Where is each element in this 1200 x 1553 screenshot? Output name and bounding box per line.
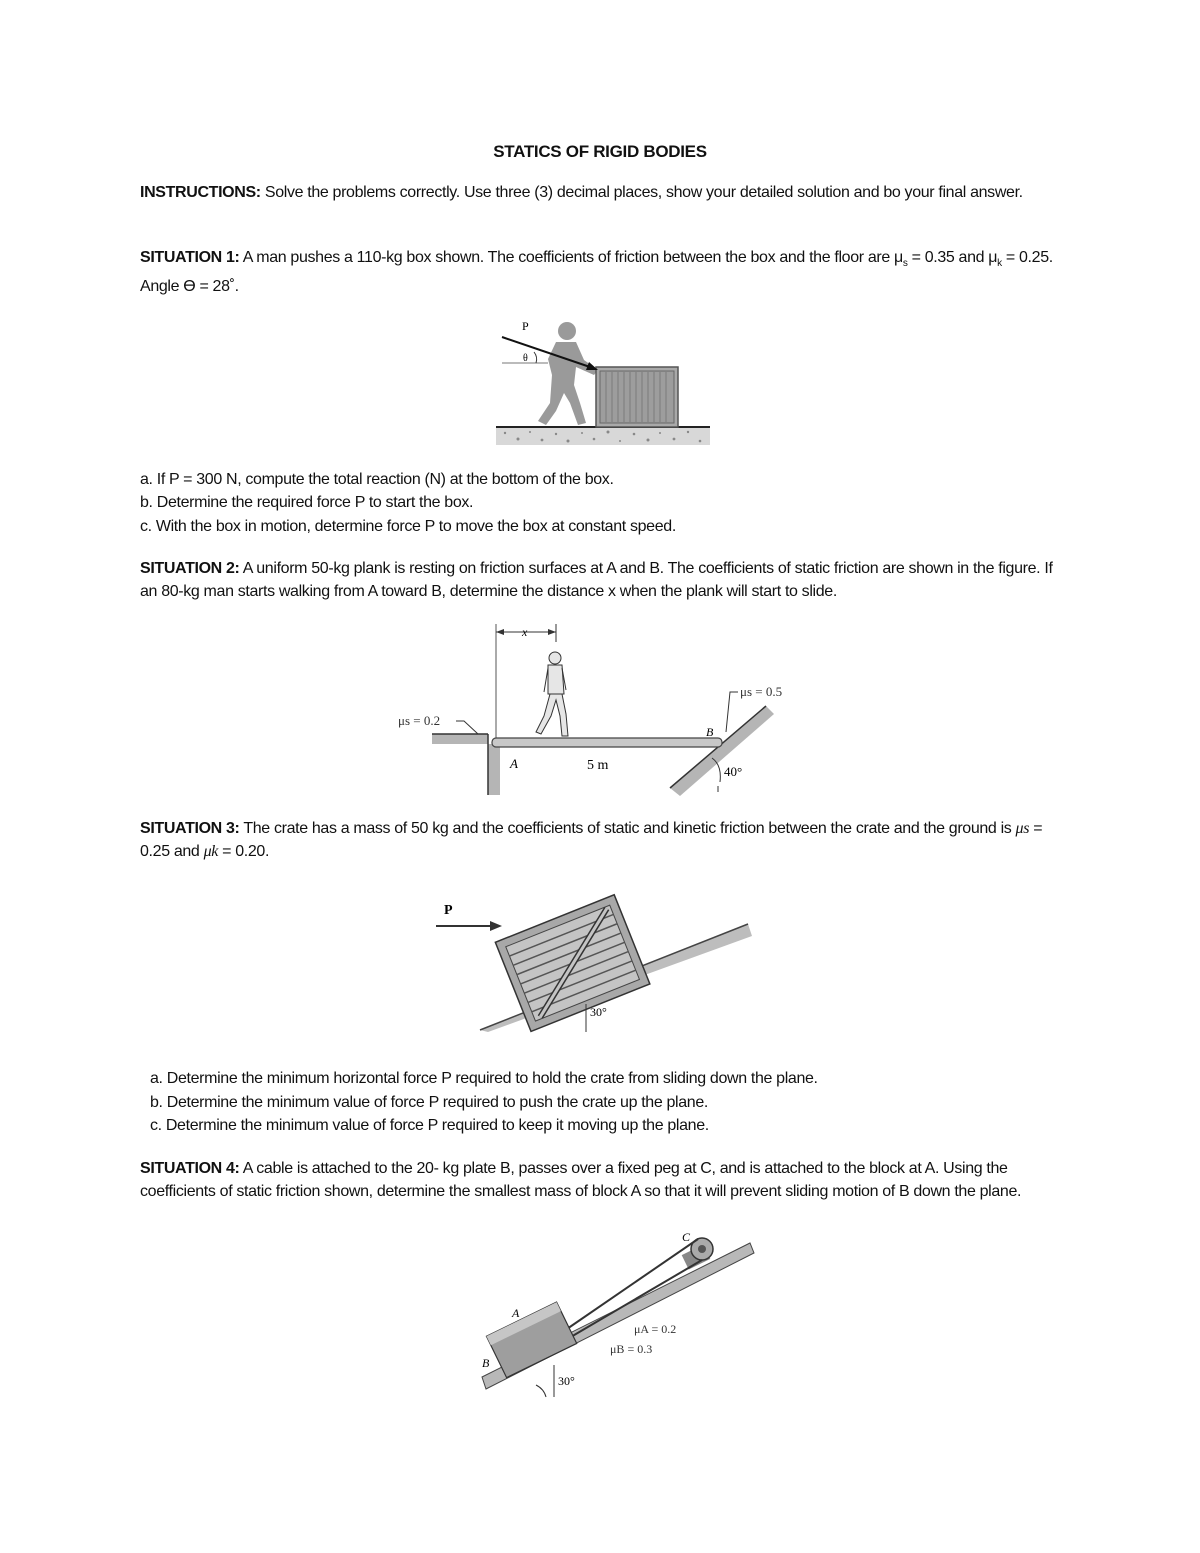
situation2-paragraph	[140, 557, 1055, 603]
label-p: P	[444, 903, 453, 918]
situation4-paragraph	[140, 1157, 1055, 1203]
figure-crate-on-incline	[430, 880, 760, 1040]
situation1-question-b: b. Determine the required force P to start the box.	[140, 494, 474, 511]
label-angle: 30°	[558, 1374, 575, 1388]
label-b: B	[706, 725, 714, 739]
situation1-sub-s: s	[902, 258, 908, 270]
situation1-text-b: = 0.35 and μ	[907, 249, 998, 266]
situation3-mu-s: μs	[1015, 820, 1030, 837]
left-support	[432, 734, 500, 795]
label-mu-b: μs = 0.5	[740, 684, 783, 699]
man-silhouette	[538, 322, 598, 425]
label-mu-b: μB = 0.3	[610, 1342, 653, 1356]
figure-plank-on-supports	[398, 620, 810, 800]
situation3-text-a: The crate has a mass of 50 kg and the coefficients of static and kinetic friction between the crate and the ground is	[239, 820, 1016, 837]
cable-lower	[564, 1260, 702, 1341]
figure-block-plate-pulley	[472, 1225, 762, 1405]
page-title: STATICS OF RIGID BODIES	[493, 142, 707, 161]
wooden-box	[596, 367, 678, 427]
label-b: B	[482, 1356, 490, 1370]
situation3-text-b: = 0.25 and	[140, 820, 1043, 860]
situation4-text: A cable is attached to the 20- kg plate B, passes over a fixed peg at C, and is attached to the block at A. Using the coefficients of static friction shown, determine the smallest mass of block A so that it will prevent sliding motion of B down the plane.	[140, 1160, 1022, 1200]
situation3-question-c: c. Determine the minimum value of force P required to keep it moving up the plane.	[150, 1117, 709, 1134]
situation1-paragraph	[140, 246, 1055, 298]
situation1-sub-k: k	[997, 258, 1002, 270]
situation2-label: SITUATION 2:	[140, 560, 240, 577]
right-incline	[670, 706, 774, 796]
situation2-text: A uniform 50-kg plank is resting on friction surfaces at A and B. The coefficients of static friction are shown in the figure. If an 80-kg man starts walking from A toward B, determine the distance x when the plank will start to slide.	[140, 560, 1053, 600]
label-c: C	[682, 1230, 691, 1244]
label-angle: 40°	[724, 764, 743, 779]
instructions-paragraph	[140, 181, 1055, 204]
label-theta: θ	[523, 353, 528, 364]
figure-man-pushing-box	[490, 315, 715, 450]
instructions-text: Solve the problems correctly. Use three (3) decimal places, show your detailed solution and bo your final answer.	[260, 184, 1023, 201]
label-mu-a: μA = 0.2	[634, 1322, 677, 1336]
situation4-label: SITUATION 4:	[140, 1160, 240, 1177]
label-a: A	[510, 756, 518, 771]
situation3-mu-k: μk	[203, 843, 219, 860]
instructions-label: INSTRUCTIONS:	[140, 184, 261, 201]
situation3-question-a: a. Determine the minimum horizontal force P required to hold the crate from sliding down the plane.	[150, 1070, 818, 1087]
situation1-question-c: c. With the box in motion, determine force P to move the box at constant speed.	[140, 518, 676, 535]
situation1-text-c: = 0.25. Angle ϴ = 28˚.	[140, 249, 1053, 296]
walking-man	[536, 652, 568, 736]
crate	[495, 895, 649, 1032]
label-length: 5 m	[587, 758, 609, 773]
situation3-question-b: b. Determine the minimum value of force P required to push the crate up the plane.	[150, 1094, 708, 1111]
label-angle: 30°	[590, 1005, 607, 1019]
situation1-text-a: A man pushes a 110-kg box shown. The coefficients of friction between the box and the floor are μ	[239, 249, 903, 266]
label-x: x	[522, 625, 528, 639]
plank	[492, 738, 722, 747]
situation3-paragraph	[140, 817, 1055, 863]
situation3-text-c: = 0.20.	[218, 843, 270, 860]
label-p: P	[522, 319, 529, 333]
ground-gravel	[496, 427, 710, 445]
label-a: A	[512, 1306, 520, 1320]
situation1-question-a: a. If P = 300 N, compute the total reaction (N) at the bottom of the box.	[140, 471, 614, 488]
label-mu-a: μs = 0.2	[398, 713, 441, 728]
situation3-label: SITUATION 3:	[140, 820, 240, 837]
situation1-label: SITUATION 1:	[140, 249, 240, 266]
